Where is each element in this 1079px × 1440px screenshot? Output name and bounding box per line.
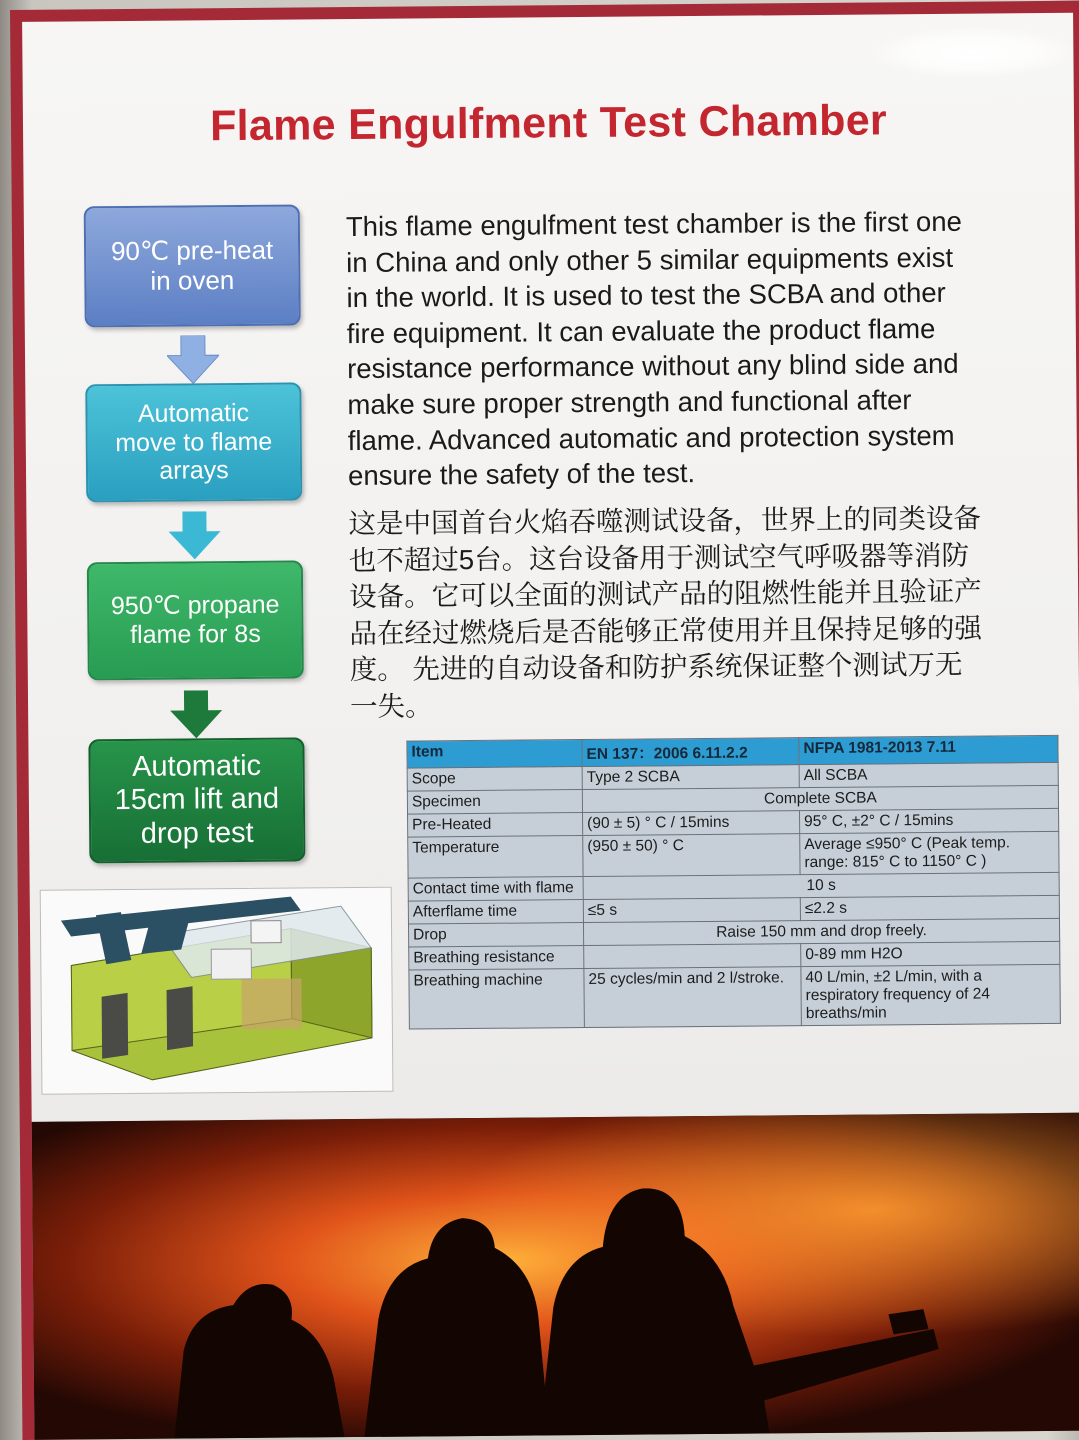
process-flowchart — [84, 204, 304, 850]
cell-en: 25 cycles/min and 2 l/stroke. — [584, 967, 802, 1028]
text-line: make sure proper strength and functional after — [347, 384, 912, 421]
flow-step-drop — [88, 737, 305, 863]
flow-step-preheat — [84, 204, 301, 327]
step-line: 90℃ pre-heat — [110, 234, 274, 266]
cell-item: Scope — [407, 767, 582, 792]
table-row — [409, 964, 1060, 1029]
chamber-3d-diagram — [40, 887, 394, 1095]
step-line: 950℃ propane — [110, 590, 280, 621]
text-line: in China and only other 5 similar equipments exist — [346, 241, 954, 278]
cell-nfpa: ≤2.2 s — [800, 895, 1059, 920]
step-line: Automatic — [137, 398, 250, 428]
description-english — [346, 203, 1048, 494]
specification-table — [406, 735, 1060, 1030]
step-line: move to flame — [115, 427, 273, 457]
header-nfpa: NFPA 1981-2013 7.11 — [799, 735, 1058, 764]
cell-nfpa: All SCBA — [799, 762, 1058, 787]
down-arrow-icon — [170, 690, 222, 738]
cell-item: Specimen — [407, 790, 582, 815]
header-en137: EN 137：2006 6.11.2.2 — [582, 738, 799, 767]
cell-item: Breathing machine — [409, 969, 585, 1030]
cell-nfpa: 40 L/min, ±2 L/min, with a respiratory frequency of 24 breaths/min — [801, 964, 1061, 1025]
header-item: Item — [407, 740, 582, 769]
cell-item: Temperature — [408, 836, 583, 879]
step-line: drop test — [140, 816, 254, 850]
text-line: flame. Advanced automatic and protection system — [347, 419, 955, 456]
text-line: ensure the safety of the test. — [347, 457, 696, 492]
text-line: 度。 先进的自动设备和防护系统保证整个测试万无 — [349, 648, 963, 686]
text-line: in the world. It is used to test the SCBA and other — [346, 277, 946, 314]
cell-nfpa: Average ≤950° C (Peak temp. range: 815° C to 1150° C ) — [800, 831, 1059, 874]
poster-title: Flame Engulfment Test Chamber — [209, 96, 888, 151]
firefighters-silhouette-image — [32, 1113, 1079, 1440]
cell-item: Pre-Heated — [408, 813, 583, 838]
cell-item: Breathing resistance — [409, 946, 584, 971]
text-line: 品在经过燃烧后是否能够正常使用并且保持足够的强 — [349, 612, 983, 649]
step-line: in oven — [150, 264, 235, 296]
text-line: 设备。它可以全面的测试产品的阻燃性能并且验证产 — [348, 575, 982, 613]
table-row — [408, 831, 1059, 878]
cell-merged: Complete SCBA — [582, 785, 1058, 812]
cell-item: Contact time with flame — [408, 877, 583, 902]
text-line: resistance performance without any blind side and — [347, 348, 959, 385]
step-line: flame for 8s — [130, 619, 261, 649]
text-line: 一失。 — [349, 689, 433, 722]
poster-frame — [10, 1, 1079, 1440]
cell-en — [584, 944, 801, 969]
down-arrow-icon — [167, 335, 219, 383]
cell-merged: Raise 150 mm and drop freely. — [583, 918, 1059, 945]
firefighters-photo — [32, 1113, 1079, 1440]
light-glare — [873, 27, 1073, 79]
flow-step-move — [85, 382, 302, 502]
cell-en: (90 ± 5) ° C / 15mins — [583, 811, 800, 836]
text-line: 也不超过5台。这台设备用于测试空气呼吸器等消防 — [348, 539, 970, 576]
down-arrow-icon — [168, 511, 220, 559]
text-line: 这是中国首台火焰吞噬测试设备，世界上的同类设备 — [348, 502, 982, 540]
text-line: This flame engulfment test chamber is the first one — [345, 205, 962, 243]
cell-nfpa: 95° C, ±2° C / 15mins — [800, 808, 1059, 833]
cell-item: Drop — [408, 923, 583, 948]
step-line: arrays — [159, 456, 229, 486]
step-line: 15cm lift and — [114, 783, 280, 817]
flow-step-flame — [87, 560, 304, 680]
poster-sheet — [22, 13, 1079, 1440]
chamber-illustration — [41, 888, 393, 1094]
cell-en: (950 ± 50) ° C — [583, 834, 800, 877]
description-chinese — [348, 500, 1050, 725]
cell-merged: 10 s — [583, 872, 1059, 899]
text-line: fire equipment. It can evaluate the product flame — [346, 312, 936, 349]
step-line: Automatic — [131, 749, 262, 783]
cell-item: Afterflame time — [408, 900, 583, 925]
cell-en: ≤5 s — [583, 898, 800, 923]
cell-nfpa: 0-89 mm H2O — [801, 941, 1060, 966]
cell-en: Type 2 SCBA — [582, 765, 799, 790]
